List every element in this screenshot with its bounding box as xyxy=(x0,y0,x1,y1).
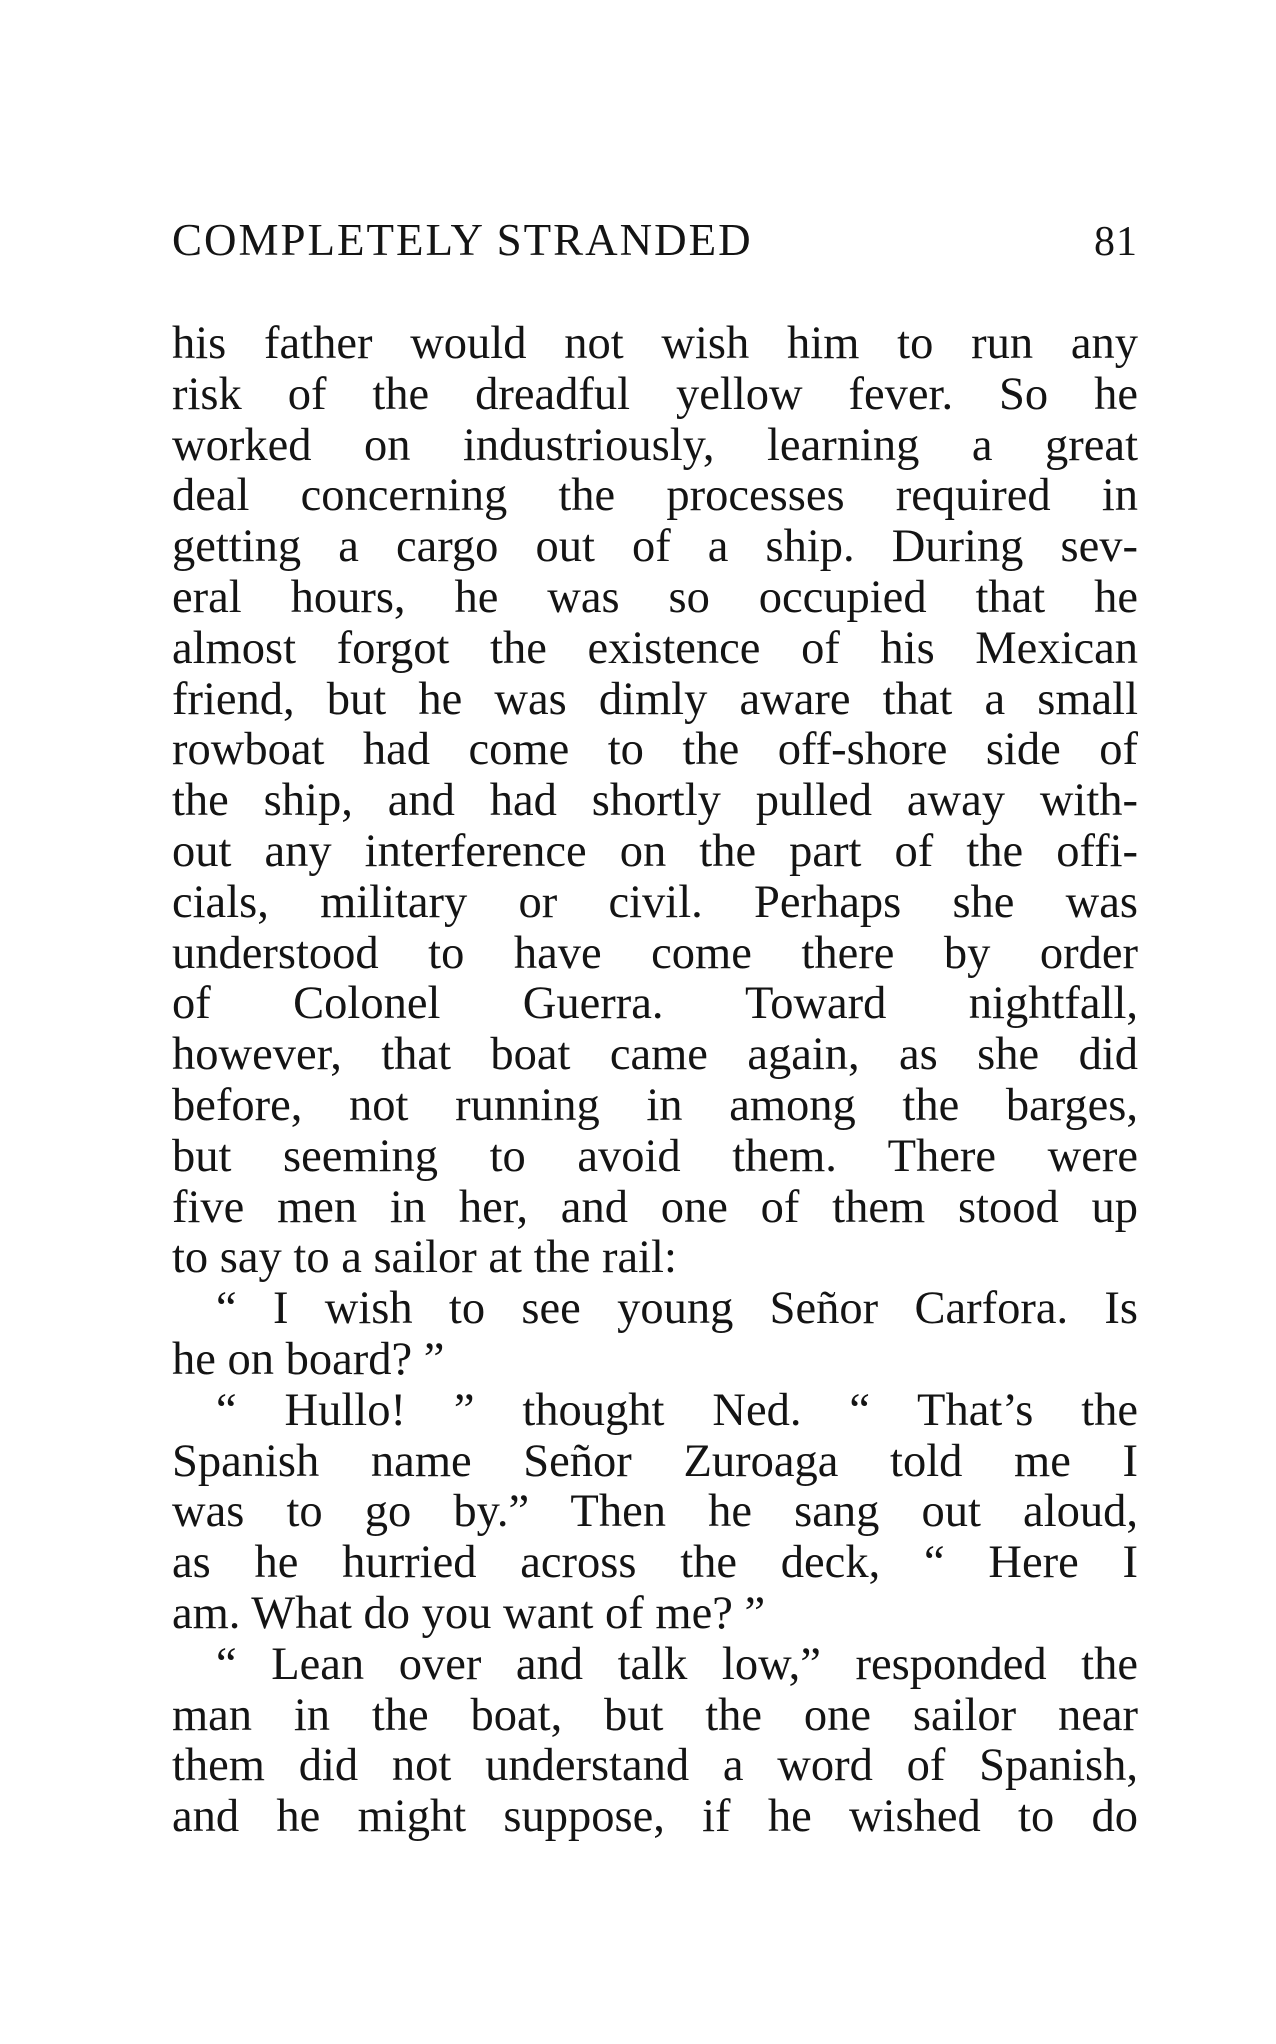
text-line: his father would not wish him to run any xyxy=(172,319,1138,369)
page-number: 81 xyxy=(1094,219,1138,265)
text-line: cials, military or civil. Perhaps she was xyxy=(172,877,1138,928)
text-line: Spanish name Señor Zuroaga told me I xyxy=(172,1436,1138,1487)
text-line: friend, but he was dimly aware that a small xyxy=(172,674,1138,725)
running-title: COMPLETELY STRANDED xyxy=(172,215,753,265)
text-line: “ Lean over and talk low,” responded the xyxy=(216,1639,1138,1690)
text-line: them did not understand a word of Spanish, xyxy=(172,1741,1138,1792)
text-line: man in the boat, but the one sailor near xyxy=(172,1690,1138,1741)
text-line: before, not running in among the barges, xyxy=(172,1080,1138,1131)
text-line: he on board? ” xyxy=(172,1334,445,1385)
text-line: the ship, and had shortly pulled away with- xyxy=(172,776,1138,827)
text-line: but seeming to avoid them. There were xyxy=(172,1131,1138,1182)
text-line: “ I wish to see young Señor Carfora. Is xyxy=(216,1284,1138,1335)
text-line: out any interference on the part of the offi- xyxy=(172,826,1138,877)
text-line: eral hours, he was so occupied that he xyxy=(172,572,1138,623)
text-line: and he might suppose, if he wished to do xyxy=(172,1792,1138,1843)
body-text xyxy=(172,319,1138,1843)
text-line: was to go by.” Then he sang out aloud, xyxy=(172,1487,1138,1538)
running-head xyxy=(172,210,1138,270)
text-line: “ Hullo! ” thought Ned. “ That’s the xyxy=(216,1385,1138,1436)
text-line: as he hurried across the deck, “ Here I xyxy=(172,1538,1138,1589)
text-line: understood to have come there by order xyxy=(172,928,1138,979)
text-line: of Colonel Guerra. Toward nightfall, xyxy=(172,979,1138,1030)
text-line: rowboat had come to the off-shore side of xyxy=(172,725,1138,776)
text-line: getting a cargo out of a ship. During sev- xyxy=(172,522,1138,573)
text-line: deal concerning the processes required in xyxy=(172,471,1138,522)
text-line: worked on industriously, learning a great xyxy=(172,420,1138,471)
text-line: to say to a sailor at the rail: xyxy=(172,1233,677,1284)
text-line: however, that boat came again, as she did xyxy=(172,1030,1138,1081)
text-line: almost forgot the existence of his Mexican xyxy=(172,623,1138,674)
text-line: five men in her, and one of them stood up xyxy=(172,1182,1138,1233)
text-line: am. What do you want of me? ” xyxy=(172,1588,766,1639)
text-line: risk of the dreadful yellow fever. So he xyxy=(172,369,1138,420)
